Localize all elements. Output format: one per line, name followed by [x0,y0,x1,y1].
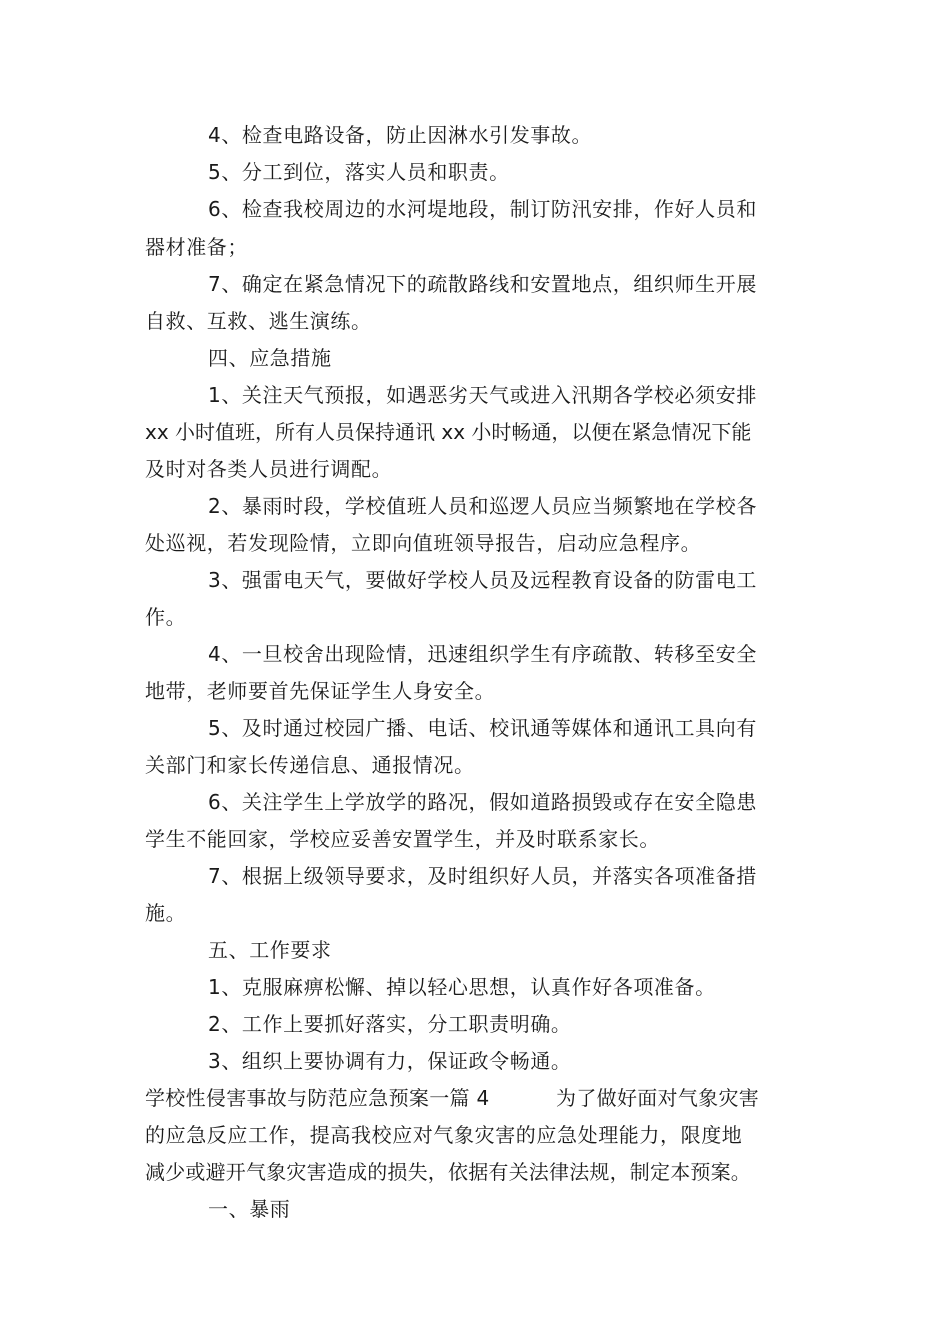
text-line: 施。 [145,901,187,925]
text-line: 2、工作上要抓好落实，分工职责明确。 [208,1012,572,1036]
text-line: 6、关注学生上学放学的路况，假如道路损毁或存在安全隐患 [208,790,757,814]
text-line: 3、强雷电天气，要做好学校人员及远程教育设备的防雷电工 [208,568,757,592]
text-line: 7、根据上级领导要求，及时组织好人员，并落实各项准备措 [208,864,757,888]
text-line: 及时对各类人员进行调配。 [145,457,393,481]
text-line: 处巡视，若发现险情，立即向值班领导报告，启动应急程序。 [145,531,702,555]
section-heading: 四、应急措施 [208,346,332,370]
text-line: 6、检查我校周边的水河堤地段，制订防汛安排，作好人员和 [208,197,757,221]
text-line: 关部门和家长传递信息、通报情况。 [145,753,475,777]
text-line: xx 小时值班，所有人员保持通讯 xx 小时畅通，以便在紧急情况下能 [145,420,752,444]
section-heading: 一、暴雨 [208,1197,291,1221]
text-line: 作。 [145,605,187,629]
text-line: 学生不能回家，学校应妥善安置学生，并及时联系家长。 [145,827,660,851]
text-line: 7、确定在紧急情况下的疏散路线和安置地点，组织师生开展 [208,272,757,296]
text-line: 1、关注天气预报，如遇恶劣天气或进入汛期各学校必须安排 [208,383,757,407]
document-title-line: 学校性侵害事故与防范应急预案一篇 4 为了做好面对气象灾害 [145,1086,760,1110]
section-heading: 五、工作要求 [208,938,332,962]
text-line: 1、克服麻痹松懈、掉以轻心思想，认真作好各项准备。 [208,975,716,999]
text-line: 3、组织上要协调有力，保证政令畅通。 [208,1049,572,1073]
text-line: 4、检查电路设备，防止因淋水引发事故。 [208,123,593,147]
text-line: 减少或避开气象灾害造成的损失，依据有关法律法规，制定本预案。 [145,1160,751,1184]
text-line: 5、及时通过校园广播、电话、校讯通等媒体和通讯工具向有 [208,716,757,740]
text-line: 5、分工到位，落实人员和职责。 [208,160,510,184]
text-line: 2、暴雨时段，学校值班人员和巡逻人员应当频繁地在学校各 [208,494,757,518]
text-line: 自救、互救、逃生演练。 [145,309,372,333]
text-line: 地带，老师要首先保证学生人身安全。 [145,679,496,703]
text-line: 器材准备； [145,235,248,259]
text-line: 的应急反应工作，提高我校应对气象灾害的应急处理能力，限度地 [145,1123,743,1147]
text-line: 4、一旦校舍出现险情，迅速组织学生有序疏散、转移至安全 [208,642,757,666]
